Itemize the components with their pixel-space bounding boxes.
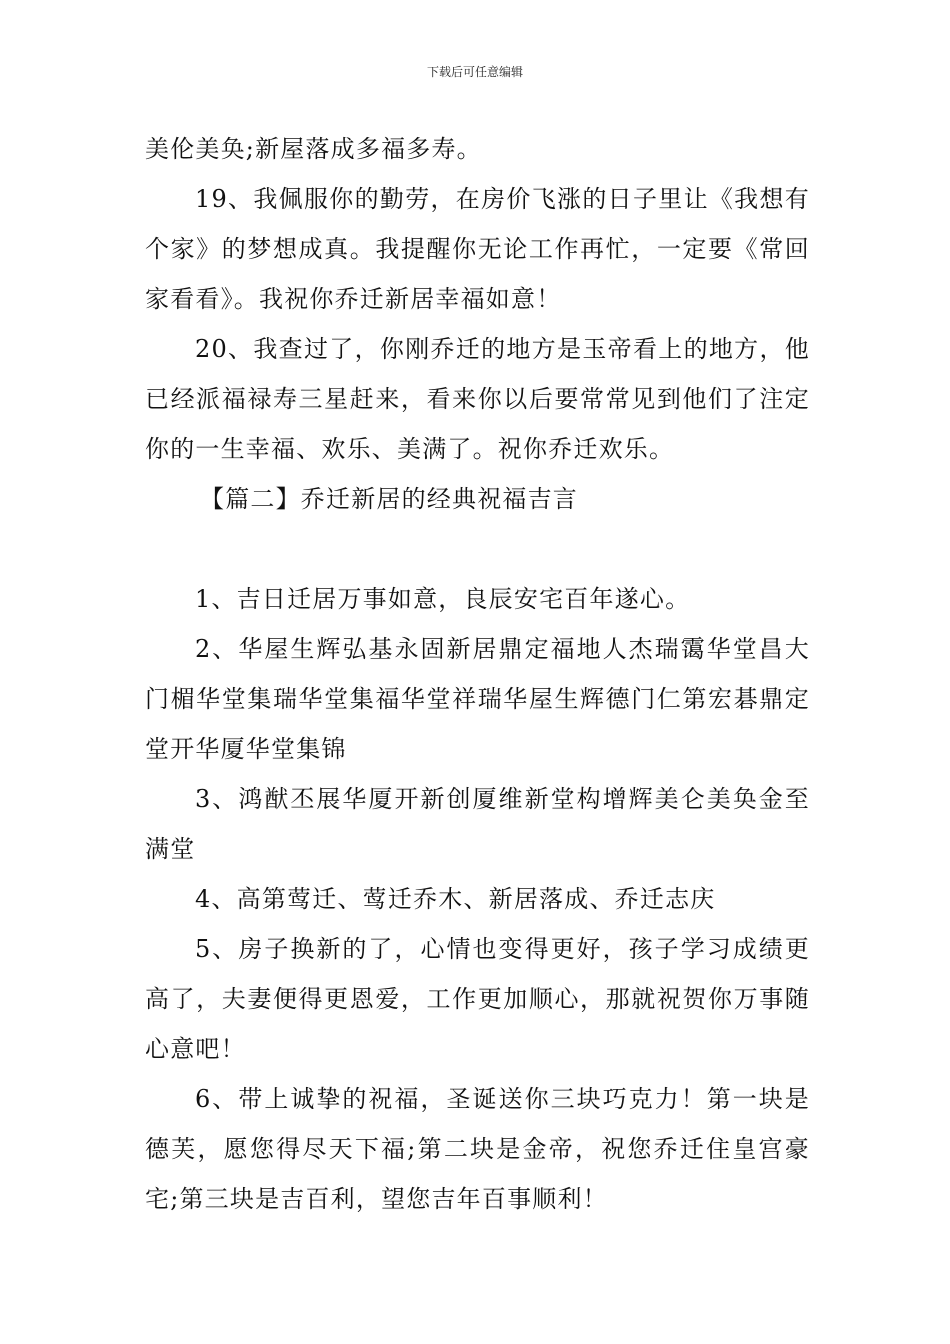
paragraph-continuation: 美伦美奂;新屋落成多福多寿。 bbox=[145, 135, 482, 163]
paragraph-item-5: 5、房子换新的了，心情也变得更好，孩子学习成绩更高了，夫妻便得更恩爱，工作更加顺心，那就祝贺你万事随心意吧！ bbox=[145, 935, 810, 1063]
paragraph-item-3: 3、鸿猷丕展华厦开新创厦维新堂构增辉美仑美奂金至满堂 bbox=[145, 785, 810, 863]
paragraph-item-1: 1、吉日迁居万事如意，良辰安宅百年遂心。 bbox=[195, 585, 691, 613]
section-heading: 【篇二】乔迁新居的经典祝福吉言 bbox=[200, 485, 578, 513]
page-header-note: 下载后可任意编辑 bbox=[426, 65, 523, 79]
document-body bbox=[145, 124, 810, 1224]
paragraph-item-2: 2、华屋生辉弘基永固新居鼎定福地人杰瑞霭华堂昌大门楣华堂集瑞华堂集福华堂祥瑞华屋生辉德门仁第宏碁鼎定堂开华厦华堂集锦 bbox=[145, 635, 810, 763]
paragraph-item-6: 6、带上诚挚的祝福，圣诞送你三块巧克力！第一块是德芙，愿您得尽天下福;第二块是金帝，祝您乔迁住皇宫豪宅;第三块是吉百利，望您吉年百事顺利！ bbox=[145, 1085, 810, 1213]
paragraph-item-19: 19、我佩服你的勤劳，在房价飞涨的日子里让《我想有个家》的梦想成真。我提醒你无论工作再忙，一定要《常回家看看》。我祝你乔迁新居幸福如意！ bbox=[145, 185, 810, 313]
paragraph-item-20: 20、我查过了，你刚乔迁的地方是玉帝看上的地方，他已经派福禄寿三星赶来，看来你以后要常常见到他们了注定你的一生幸福、欢乐、美满了。祝你乔迁欢乐。 bbox=[145, 335, 810, 463]
paragraph-item-4: 4、高第莺迁、莺迁乔木、新居落成、乔迁志庆 bbox=[195, 885, 716, 913]
blank-line bbox=[145, 524, 810, 574]
